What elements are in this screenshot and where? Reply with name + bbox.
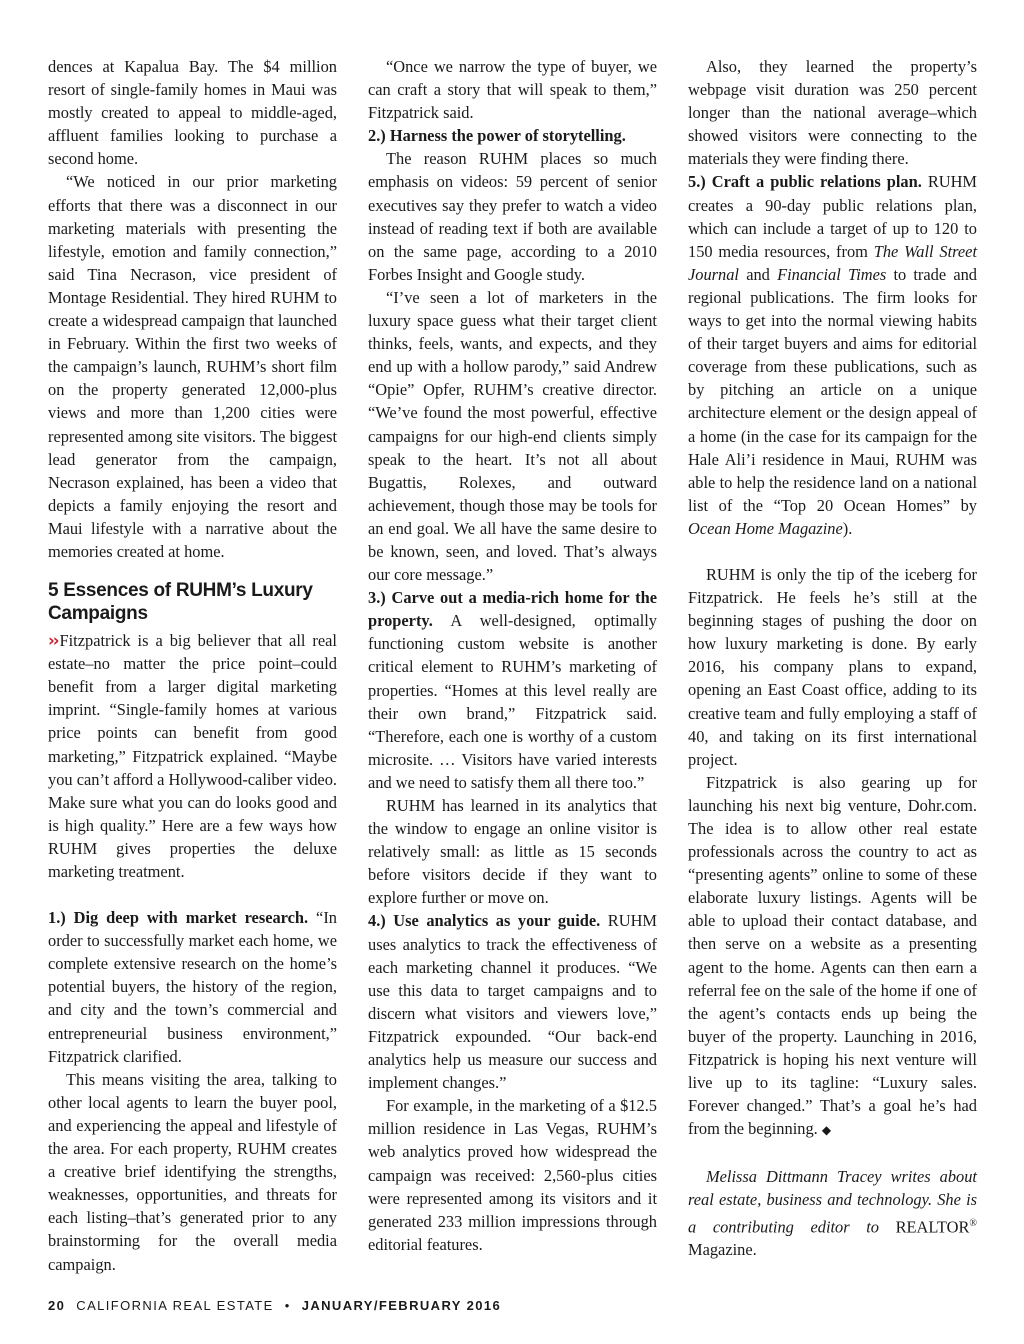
paragraph-text: to trade and regional publications. The firm looks for ways to get into the normal viewing habits of their target buyers and aims for editorial coverage from these publications, such as by pitching an article on a unique architecture element or the design appeal of a home (in the case for its campaign for the Hale Ali’i residence in Maui, RUHM was able to help the residence land on a national list of the “Top 20 Ocean Homes” by — [688, 264, 977, 515]
byline-text: Melissa Dittmann Tracey writes about real estate, business and technology. She is a contributing editor to — [688, 1167, 977, 1236]
paragraph-text: and — [739, 264, 778, 284]
paragraph: “We noticed in our prior marketing efforts that there was a disconnect in our marketing materials with presenting the lifestyle, emotion and family connection,” said Tina Necrason, vice president of Montage Residential. They hired RUHM to create a widespread campaign that launched in February. Within the first two weeks of the campaign’s launch, RUHM’s short film on the property generated 12,000-plus views and more than 1,200 cities were represented among site visitors. The biggest lead generator from the campaign, Necrason explained, has been a video that depicts a family enjoying the resort and Maui lifestyle with a narrative about the memories created at home. — [48, 172, 337, 561]
paragraph: “I’ve seen a lot of marketers in the luxury space guess what their target client thinks, feels, wants, and expects, and they end up with a hollow parody,” said Andrew “Opie” Opfer, RUHM’s creative director. “We’ve found the most powerful, effective campaigns for our high-end clients simply speak to the heart. It’s not all about Bugattis, Rolexes, and outward achievement, though those may be tools for an end goal. We all have the same desire to be known, seen, and loved. That’s always our core message.” — [368, 287, 657, 585]
article-column-3 — [688, 55, 977, 1261]
paragraph-text: Fitzpatrick is also gearing up for launching his next big venture, Dohr.com. The idea is to allow other real estate professionals across the country to act as “presenting agents” online to some of these elaborate luxury listings. Agents will be able to upload their contact database, and then serve on a website as a presenting agent to the home. Agents can then earn a referral fee on the sale of the home if one of the agent’s contacts ends up being the buyer of the property. Launching in 2016, Fitzpatrick is hoping his next venture will live up to its tagline: “Luxury sales. Forever changed.” That’s a goal he’s had from the beginning. — [688, 772, 977, 1139]
chevron-right-icon: ›› — [48, 631, 58, 651]
paragraph: The reason RUHM places so much emphasis on videos: 59 percent of senior executives say they prefer to watch a video instead of reading text if both are available on the same page, according to a 2010 Forbes Insight and Google study. — [368, 149, 657, 284]
publication-name: Ocean Home Magazine — [688, 518, 843, 538]
paragraph: dences at Kapalua Bay. The $4 million resort of single-family homes in Maui was mostly created to appeal to middle-aged, affluent families looking to purchase a second home. — [48, 57, 337, 169]
point-heading: 5.) Craft a public relations plan. — [688, 172, 922, 192]
paragraph — [368, 586, 657, 794]
paragraph-text: RUHM uses analytics to track the effectiveness of each marketing channel it produces. “We use this data to target campaigns and to discern what visitors and viewers love,” Fitzpatrick expounded. “Our back-end analytics help us measure our success and implement changes.” — [368, 911, 657, 1093]
page-footer — [48, 1298, 501, 1313]
bullet-separator: • — [284, 1298, 291, 1313]
page-number: 20 — [48, 1298, 66, 1313]
article-column-1 — [48, 55, 337, 1276]
publication-name: Financial Times — [777, 264, 887, 284]
paragraph — [688, 771, 977, 1143]
issue-date: JANUARY/FEBRUARY 2016 — [301, 1298, 502, 1313]
spacer — [48, 883, 337, 906]
paragraph — [368, 909, 657, 1094]
paragraph-text: ). — [842, 518, 853, 538]
paragraph — [48, 906, 337, 1068]
paragraph-text: “In order to successfully market each home, we complete extensive research on the home’s potential buyers, the history of the region, and city and the town’s commercial and entrepreneurial business environment,” Fitzpatrick clarified. — [48, 908, 337, 1066]
paragraph: “Once we narrow the type of buyer, we can craft a story that will speak to them,” Fitzpatrick said. — [368, 57, 657, 123]
paragraph: RUHM has learned in its analytics that the window to engage an online visitor is relatively small: as little as 15 seconds before visitors decide if they want to explore further or move on. — [368, 796, 657, 908]
spacer — [688, 540, 977, 563]
paragraph — [48, 629, 337, 883]
point-heading: 3.) Carve out a media-rich home for the property. — [368, 588, 657, 631]
publication-name: The Wall Street Journal — [688, 241, 977, 284]
point-heading: 2.) Harness the power of storytelling. — [368, 126, 626, 146]
publication-title: CALIFORNIA REAL ESTATE — [76, 1298, 274, 1313]
point-heading-line — [368, 124, 657, 147]
paragraph: RUHM is only the tip of the iceberg for Fitzpatrick. He feels he’s still at the beginning stages of pushing the door on how luxury marketing is done. By early 2016, his company plans to expand, opening an East Coast office, adding to its creative team and fully employing a staff of 40, and taking on its first international project. — [688, 564, 977, 769]
author-byline — [688, 1165, 977, 1261]
paragraph — [688, 170, 977, 540]
section-heading: 5 Essences of RUHM’s Luxury Campaigns — [48, 580, 313, 625]
spacer — [688, 1142, 977, 1165]
paragraph-text: RUHM creates a 90-day public relations plan, which can include a target of up to 120 to 150 media resources, from — [688, 172, 977, 261]
article-column-2 — [368, 55, 657, 1256]
paragraph: This means visiting the area, talking to other local agents to learn the buyer pool, and experiencing the appeal and lifestyle of the area. For each property, RUHM creates a creative brief identifying the strengths, weaknesses, opportunities, and threats for each listing–that’s generated prior to any brainstorming for the overall media campaign. — [48, 1069, 337, 1274]
paragraph: Also, they learned the property’s webpage visit duration was 250 percent longer than the national average–which showed visitors were connecting to the materials they were finding there. — [688, 57, 977, 169]
paragraph-text: A well-designed, optimally functioning custom website is another critical element to RUHM’s marketing of properties. “Homes at this level really are their own brand,” Fitzpatrick said. “Therefore, each one is worthy of a custom microsite. … Visitors have varied interests and we need to satisfy them all there too.” — [368, 611, 657, 792]
paragraph-text: Fitzpatrick is a big believer that all real estate–no matter the price point–could benefit from a larger digital marketing imprint. “Single-family homes at various price points can benefit from good marketing,” Fitzpatrick explained. “Maybe you can’t afford a Hollywood-caliber video. Make sure what you can do looks good and is high quality.” Here are a few ways how RUHM gives properties the deluxe marketing treatment. — [48, 631, 337, 881]
point-heading: 4.) Use analytics as your guide. — [368, 911, 601, 931]
paragraph: For example, in the marketing of a $12.5 million residence in Las Vegas, RUHM’s web analytics proved how widespread the campaign was received: 2,560-plus cities were represented among its visitors and it generated 233 million impressions through editorial features. — [368, 1096, 657, 1254]
magazine-name: REALTOR — [895, 1216, 970, 1236]
end-mark-icon: ◆ — [821, 1123, 832, 1138]
registered-mark: ® — [969, 1217, 977, 1229]
point-heading: 1.) Dig deep with market research. — [48, 908, 309, 928]
byline-text: Magazine. — [688, 1240, 757, 1260]
